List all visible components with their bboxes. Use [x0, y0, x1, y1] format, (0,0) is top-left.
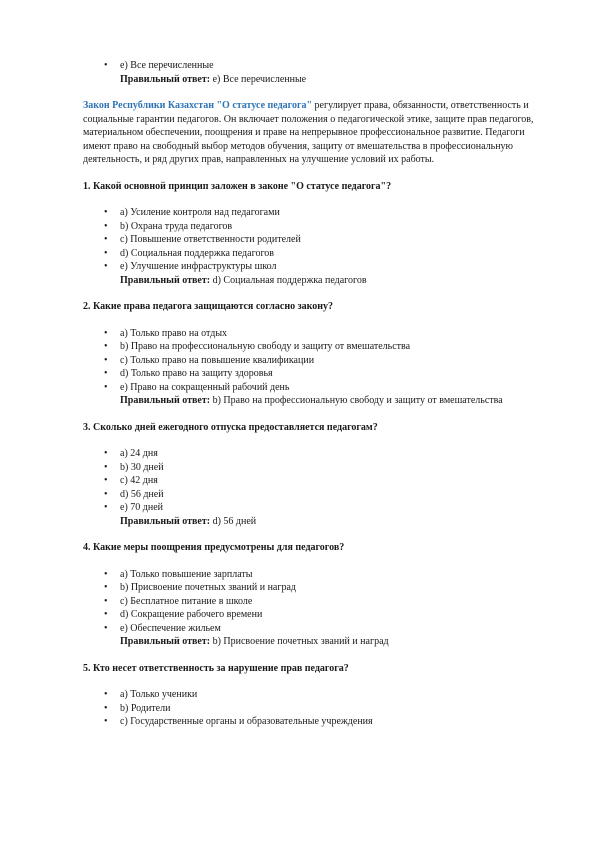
answer-label: Правильный ответ: [120, 636, 211, 647]
correct-answer [83, 73, 553, 87]
document-content [83, 59, 553, 729]
bullet-icon: • [104, 234, 108, 245]
bullet-icon: • [104, 261, 108, 272]
list-item [83, 595, 553, 609]
bullet-icon: • [104, 568, 108, 580]
option-text: d) 56 дней [120, 488, 164, 500]
correct-answer [83, 635, 553, 649]
bullet-icon: • [104, 220, 108, 232]
bullet-icon: • [104, 488, 108, 500]
list-item [83, 340, 553, 354]
bullet-icon: • [104, 354, 108, 366]
options-list [83, 568, 553, 636]
list-item [83, 260, 553, 274]
option-text: c) Бесплатное питание в школе [120, 595, 253, 607]
intro-text: регулирует права, обязанности, ответственность и социальные гарантии педагогов. Он включает положения о педагогической этике, защите прав педагогов, материальном обеспечении, поощрения и праве на непрерывное профессиональное развитие. Педагоги имеют право на свободный выбор методов обучения, защиту от вмешательства в профессиональную деятельность, и ряд других прав, направленных на улучшение условий их работы. [83, 100, 534, 165]
answer-text: e) Все перечисленные [210, 73, 307, 85]
list-item [83, 461, 553, 475]
bullet-icon: • [104, 461, 108, 473]
list-item [83, 220, 553, 234]
bullet-icon: • [104, 448, 108, 459]
bullet-icon: • [104, 716, 108, 727]
list-item [83, 206, 553, 220]
option-text: e) Право на сокращенный рабочий день [120, 381, 290, 393]
bullet-icon: • [104, 341, 108, 352]
list-item [83, 367, 553, 381]
option-text: c) 42 дня [120, 475, 158, 486]
list-item [83, 247, 553, 261]
option-text: c) Государственные органы и образовательные учреждения [120, 716, 373, 727]
option-text: b) Присвоение почетных званий и наград [120, 582, 297, 593]
list-item [83, 381, 553, 395]
list-item [83, 622, 553, 636]
bullet-icon: • [104, 368, 108, 379]
option-text: a) 24 дня [120, 448, 158, 459]
option-text: e) Все перечисленные [120, 60, 214, 71]
options-list [83, 327, 553, 395]
option-text: c) Повышение ответственности родителей [120, 234, 301, 245]
answer-label: Правильный ответ: [120, 395, 211, 406]
question-title: 2. Какие права педагога защищаются согласно закону? [83, 301, 334, 312]
option-text: a) Только право на отдых [120, 327, 228, 339]
answer-text: b) Право на профессиональную свободу и защиту от вмешательства [210, 395, 503, 406]
bullet-icon: • [104, 582, 108, 593]
answer-text: d) Социальная поддержка педагогов [210, 274, 367, 286]
list-item [83, 688, 553, 702]
question-title: 3. Сколько дней ежегодного отпуска предоставляется педагогам? [83, 421, 378, 433]
list-item [83, 233, 553, 247]
bullet-icon: • [104, 207, 108, 218]
option-text: b) Охрана труда педагогов [120, 220, 233, 232]
list-item [83, 59, 553, 73]
list-item [83, 568, 553, 582]
list-item [83, 608, 553, 622]
list-item [83, 354, 553, 368]
options-list [83, 447, 553, 515]
bullet-icon: • [104, 689, 108, 700]
answer-label: Правильный ответ: [120, 274, 211, 286]
list-item [83, 327, 553, 341]
option-text: d) Социальная поддержка педагогов [120, 247, 275, 259]
bullet-icon: • [104, 381, 108, 393]
bullet-icon: • [104, 475, 108, 486]
option-text: e) 70 дней [120, 502, 163, 513]
options-list [83, 688, 553, 729]
questions-list [83, 180, 553, 729]
top-options [83, 59, 553, 73]
option-text: d) Сокращение рабочего времени [120, 609, 263, 620]
list-item [83, 702, 553, 716]
answer-text: b) Присвоение почетных званий и наград [210, 636, 389, 647]
list-item [83, 474, 553, 488]
option-text: e) Улучшение инфраструктуры школ [120, 261, 277, 272]
list-item [83, 715, 553, 729]
option-text: a) Только ученики [120, 689, 198, 700]
question-title: 1. Какой основной принцип заложен в законе "О статусе педагога"? [83, 180, 392, 192]
bullet-icon: • [104, 60, 108, 71]
option-text: a) Усиление контроля над педагогами [120, 207, 280, 218]
list-item [83, 488, 553, 502]
question-title: 5. Кто несет ответственность за нарушение прав педагога? [83, 662, 349, 674]
option-text: b) Право на профессиональную свободу и защиту от вмешательства [120, 341, 411, 352]
list-item [83, 581, 553, 595]
bullet-icon: • [104, 622, 108, 634]
answer-text: d) 56 дней [210, 515, 257, 527]
options-list [83, 206, 553, 274]
correct-answer [83, 515, 553, 529]
bullet-icon: • [104, 502, 108, 513]
list-item [83, 447, 553, 461]
option-text: a) Только повышение зарплаты [120, 568, 253, 580]
correct-answer [83, 274, 553, 288]
intro-paragraph [83, 99, 553, 167]
correct-answer [83, 394, 553, 408]
option-text: e) Обеспечение жильем [120, 622, 221, 634]
bullet-icon: • [104, 702, 108, 714]
bullet-icon: • [104, 247, 108, 259]
question-title: 4. Какие меры поощрения предусмотрены для педагогов? [83, 542, 345, 553]
bullet-icon: • [104, 327, 108, 339]
option-text: d) Только право на защиту здоровья [120, 368, 273, 379]
list-item [83, 501, 553, 515]
answer-label: Правильный ответ: [120, 73, 211, 85]
option-text: c) Только право на повышение квалификации [120, 354, 315, 366]
option-text: b) Родители [120, 702, 171, 714]
law-title-link[interactable]: Закон Республики Казахстан "О статусе педагога" [83, 100, 313, 111]
option-text: b) 30 дней [120, 461, 164, 473]
bullet-icon: • [104, 595, 108, 607]
answer-label: Правильный ответ: [120, 515, 211, 527]
bullet-icon: • [104, 609, 108, 620]
